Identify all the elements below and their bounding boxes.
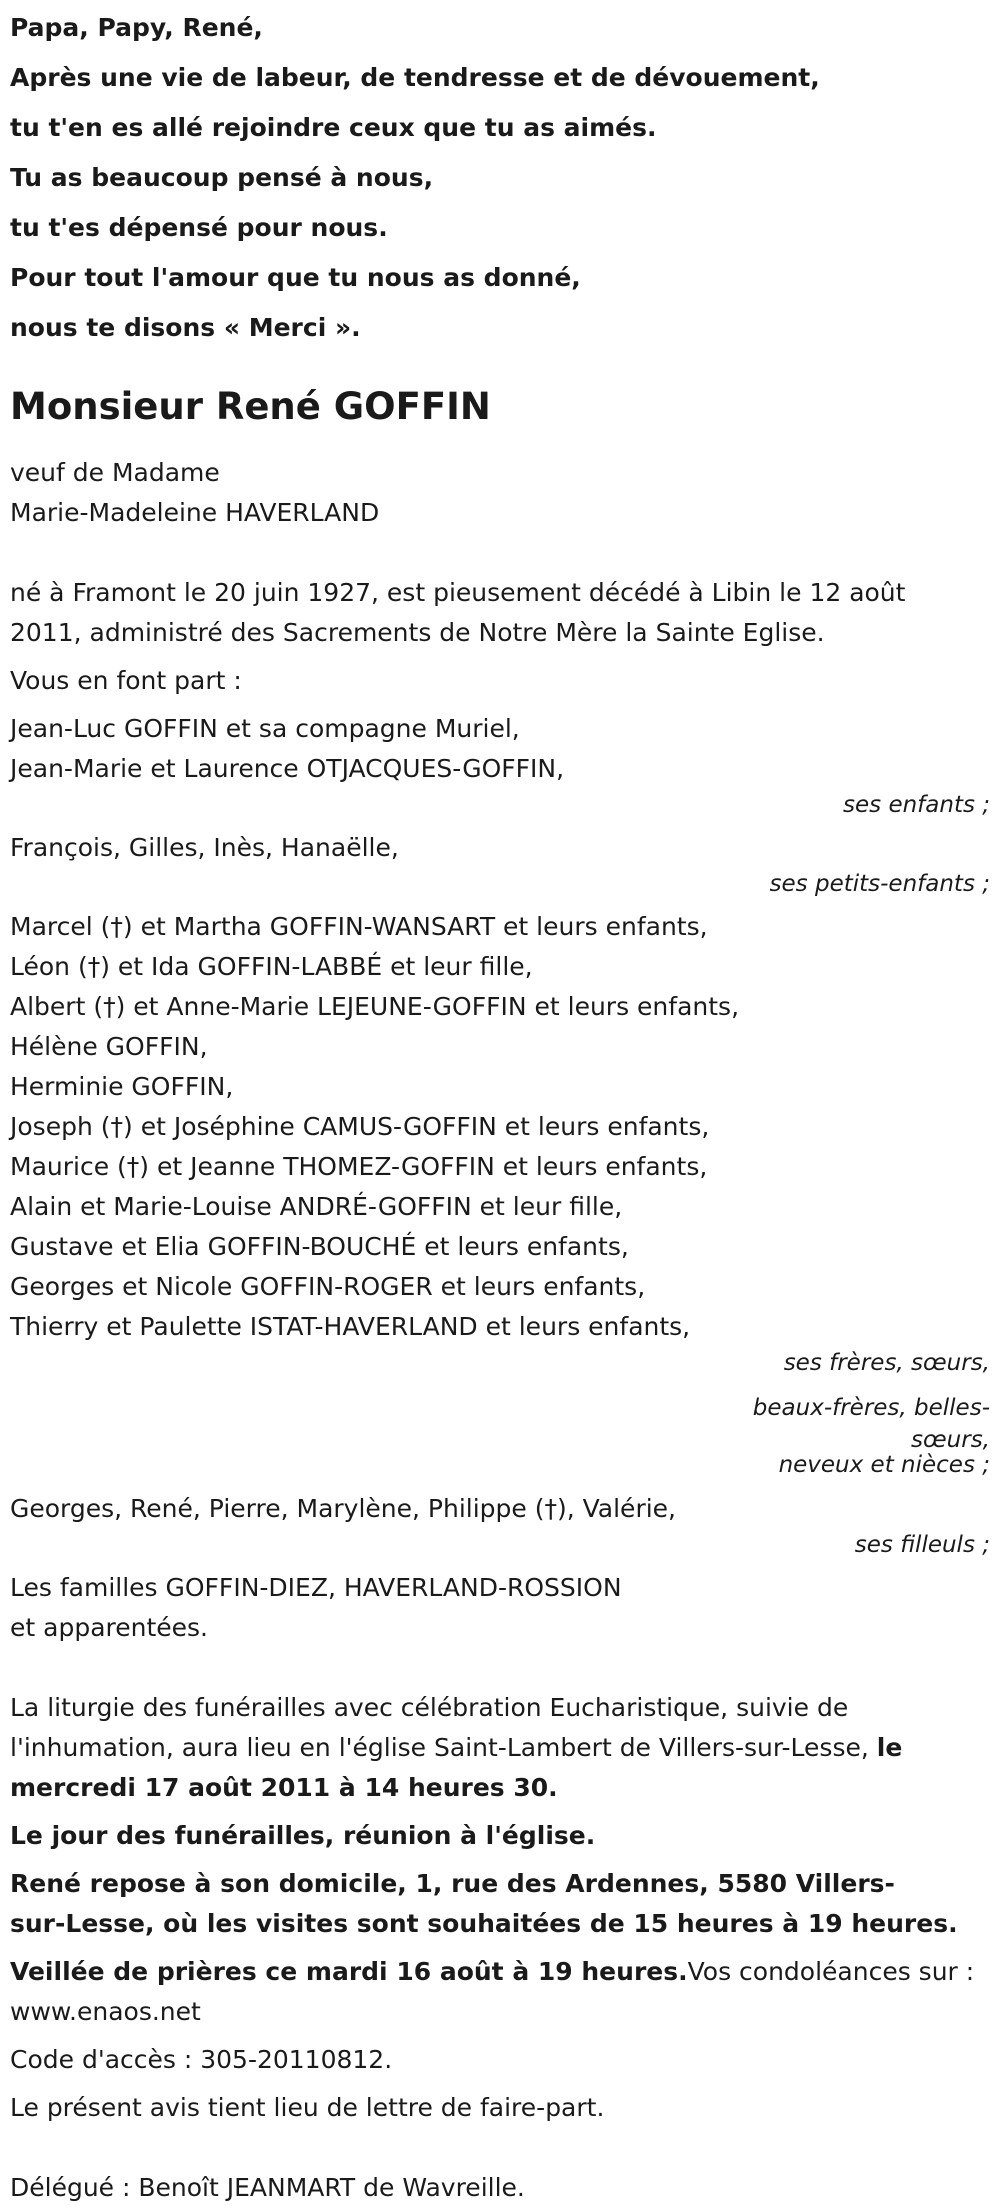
siblings-role — [10, 1347, 990, 1478]
families-line: Les familles GOFFIN-DIEZ, HAVERLAND-ROSSION — [10, 1573, 622, 1602]
liturgy-line — [10, 1728, 990, 1768]
sibling-entry: Marcel (†) et Martha GOFFIN-WANSART et leurs enfants, — [10, 912, 708, 941]
poem-line: nous te disons « Merci ». — [10, 313, 361, 342]
notice-text: Le présent avis tient lieu de lettre de faire-part. — [10, 2093, 605, 2122]
sibling-entry: Thierry et Paulette ISTAT-HAVERLAND et leurs enfants, — [10, 1312, 691, 1341]
delegate-text: Délégué : Benoît JEANMART de Wavreille. — [10, 2173, 525, 2202]
grandchildren-entry: François, Gilles, Inès, Hanaëlle, — [10, 833, 399, 862]
sibling-entry: Gustave et Elia GOFFIN-BOUCHÉ et leurs enfants, — [10, 1232, 629, 1261]
poem-line: Papa, Papy, René, — [10, 13, 263, 42]
liturgy-line: La liturgie des funérailles avec célébration Eucharistique, suivie de — [10, 1693, 849, 1722]
children-role: ses enfants ; — [843, 792, 990, 818]
siblings-role-line: beaux-frères, belles- — [752, 1395, 990, 1421]
condolences-url[interactable]: www.enaos.net — [10, 1997, 201, 2026]
siblings-role-line: ses frères, sœurs, — [783, 1350, 990, 1376]
birth-line: 2011, administré des Sacrements de Notre Mère la Sainte Eglise. — [10, 618, 825, 647]
sibling-entry: Léon (†) et Ida GOFFIN-LABBÉ et leur fille, — [10, 952, 533, 981]
sibling-entry: Albert (†) et Anne-Marie LEJEUNE-GOFFIN et leurs enfants, — [10, 992, 740, 1021]
deceased-name: Monsieur René GOFFIN — [10, 385, 491, 428]
repose-line: sur-Lesse, où les visites sont souhaitées de 15 heures à 19 heures. — [10, 1909, 958, 1938]
child-entry: Jean-Luc GOFFIN et sa compagne Muriel, — [10, 714, 520, 743]
veillee-text: Veillée de prières ce mardi 16 août à 19 heures. — [10, 1957, 688, 1986]
poem-line: Tu as beaucoup pensé à nous, — [10, 163, 434, 192]
poem-line: Après une vie de labeur, de tendresse et de dévouement, — [10, 63, 820, 92]
sibling-entry: Maurice (†) et Jeanne THOMEZ-GOFFIN et leurs enfants, — [10, 1152, 708, 1181]
godchildren-entry: Georges, René, Pierre, Marylène, Philippe (†), Valérie, — [10, 1494, 676, 1523]
repose-line: René repose à son domicile, 1, rue des Ardennes, 5580 Villers- — [10, 1869, 895, 1898]
sibling-entry: Hélène GOFFIN, — [10, 1032, 208, 1061]
siblings-role-line: neveux et nièces ; — [778, 1452, 990, 1478]
veillee-line — [10, 1952, 990, 1992]
poem-line: Pour tout l'amour que tu nous as donné, — [10, 263, 581, 292]
condolences-text: Vos condoléances sur : — [687, 1957, 975, 1986]
godchildren-role: ses filleuls ; — [854, 1532, 990, 1558]
access-code: Code d'accès : 305-20110812. — [10, 2045, 393, 2074]
poem-line: tu t'en es allé rejoindre ceux que tu as aimés. — [10, 113, 657, 142]
poem-line: tu t'es dépensé pour nous. — [10, 213, 388, 242]
liturgy-text: l'inhumation, aura lieu en l'église Saint-Lambert de Villers-sur-Lesse, — [10, 1733, 877, 1762]
widow-line: veuf de Madame — [10, 458, 220, 487]
birth-line: né à Framont le 20 juin 1927, est pieusement décédé à Libin le 12 août — [10, 578, 906, 607]
reunion-text: Le jour des funérailles, réunion à l'église. — [10, 1821, 596, 1850]
liturgy-date-start: le — [876, 1733, 903, 1762]
sibling-entry: Joseph (†) et Joséphine CAMUS-GOFFIN et leurs enfants, — [10, 1112, 710, 1141]
child-entry: Jean-Marie et Laurence OTJACQUES-GOFFIN, — [10, 754, 565, 783]
poem — [10, 0, 990, 353]
widow-name: Marie-Madeleine HAVERLAND — [10, 498, 380, 527]
intro-text: Vous en font part : — [10, 666, 242, 695]
sibling-entry: Georges et Nicole GOFFIN-ROGER et leurs enfants, — [10, 1272, 646, 1301]
sibling-entry: Alain et Marie-Louise ANDRÉ-GOFFIN et leur fille, — [10, 1192, 623, 1221]
siblings-role-line: sœurs, — [911, 1427, 990, 1453]
families-line: et apparentées. — [10, 1613, 208, 1642]
liturgy-date: mercredi 17 août 2011 à 14 heures 30. — [10, 1773, 558, 1802]
sibling-entry: Herminie GOFFIN, — [10, 1072, 234, 1101]
grandchildren-role: ses petits-enfants ; — [769, 871, 990, 897]
